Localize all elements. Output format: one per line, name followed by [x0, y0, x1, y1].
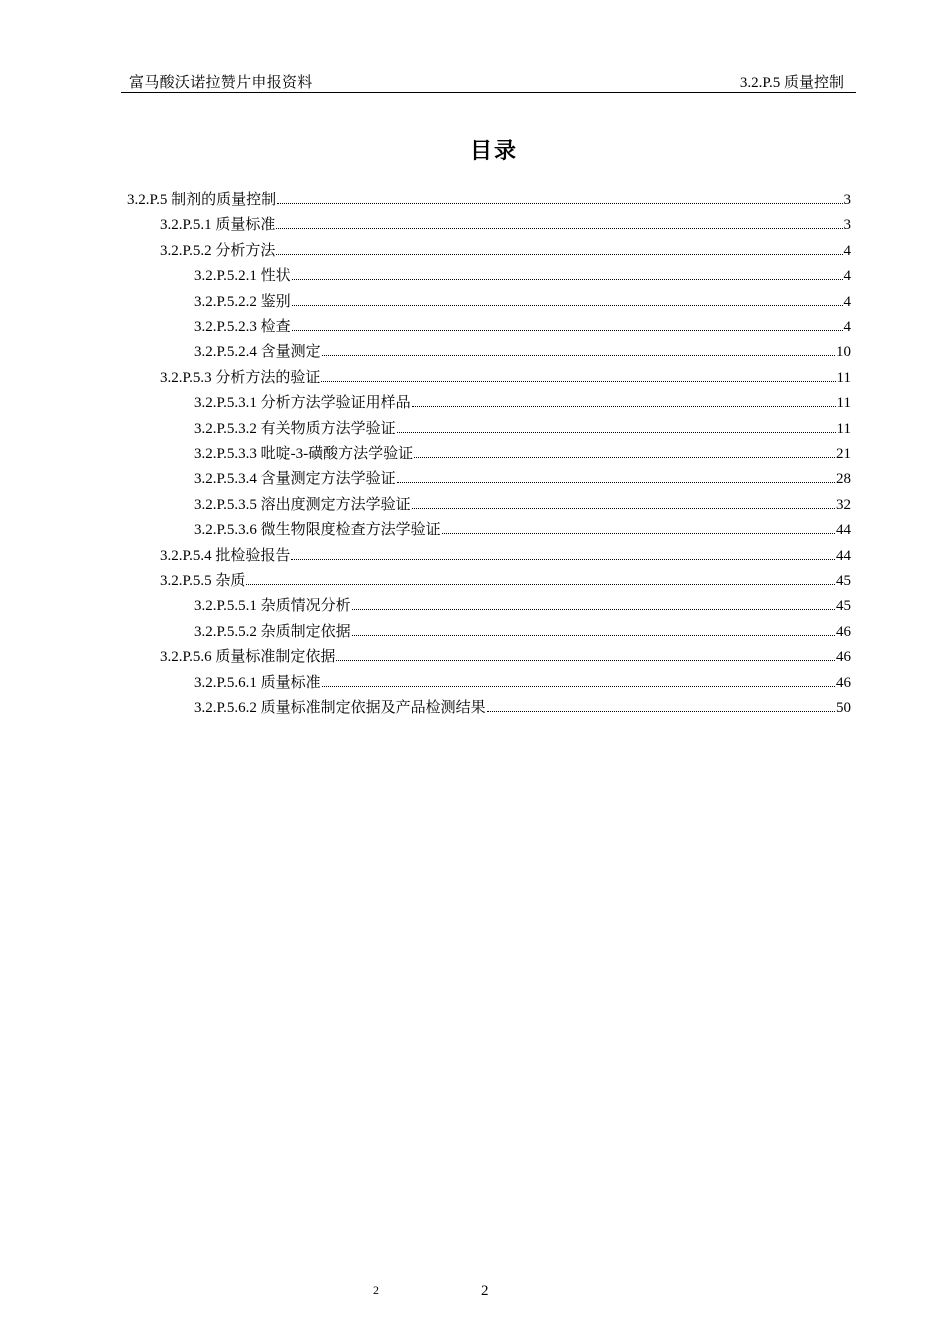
- toc-entry-page: 4: [843, 293, 851, 310]
- toc-dot-leader: [276, 253, 842, 255]
- toc-entry-page: 4: [843, 268, 851, 285]
- toc-entry-page: 46: [836, 674, 851, 691]
- toc-entry-label: 3.2.P.5.6.2 质量标准制定依据及产品检测结果: [194, 700, 486, 716]
- footer-page-number: 2: [481, 1283, 489, 1299]
- toc-entry[interactable]: [194, 291, 851, 313]
- toc-entry-page: 4: [843, 319, 851, 335]
- toc-entry[interactable]: [160, 570, 851, 592]
- toc-entry-page: 32: [836, 496, 851, 513]
- toc-entry-label: 3.2.P.5.2.2 鉴别: [194, 293, 291, 310]
- toc-entry-page: 50: [836, 700, 851, 716]
- toc-entry-label: 3.2.P.5.2.4 含量测定: [194, 344, 321, 361]
- toc-entry-label: 3.2.P.5 制剂的质量控制: [127, 192, 277, 208]
- toc-entry-page: 11: [836, 420, 851, 437]
- toc-entry-label: 3.2.P.5.3.5 溶出度测定方法学验证: [194, 496, 411, 513]
- toc-entry[interactable]: [194, 697, 851, 719]
- toc-entry[interactable]: [194, 392, 851, 414]
- toc-entry-page: 46: [836, 649, 851, 666]
- toc-entry[interactable]: [194, 519, 851, 541]
- toc-entry[interactable]: [194, 316, 851, 338]
- toc-entry-page: 3: [843, 192, 851, 208]
- toc-dot-leader: [277, 202, 842, 204]
- toc-dot-leader: [292, 304, 843, 306]
- toc-entry[interactable]: [194, 443, 851, 465]
- toc-entry-label: 3.2.P.5.3 分析方法的验证: [160, 369, 321, 386]
- toc-dot-leader: [322, 685, 835, 687]
- toc-entry-page: 11: [836, 395, 851, 412]
- toc-entry[interactable]: [194, 265, 851, 287]
- toc-dot-leader: [292, 278, 843, 280]
- toc-entry-page: 44: [836, 522, 851, 539]
- toc-dot-leader: [352, 634, 835, 636]
- toc-dot-leader: [291, 558, 835, 560]
- toc-dot-leader: [321, 380, 835, 382]
- toc-entry-label: 3.2.P.5.2 分析方法: [160, 242, 276, 259]
- toc-dot-leader: [276, 227, 842, 229]
- toc-entry[interactable]: [160, 214, 851, 236]
- toc-entry-label: 3.2.P.5.3.2 有关物质方法学验证: [194, 420, 396, 437]
- toc-dot-leader: [414, 456, 835, 458]
- toc-entry-page: 10: [836, 344, 851, 361]
- toc-entry-page: 11: [836, 369, 851, 386]
- toc-dot-leader: [487, 710, 835, 712]
- toc-entry-label: 3.2.P.5.5.2 杂质制定依据: [194, 623, 351, 640]
- toc-entry[interactable]: [194, 595, 851, 617]
- toc-entry-page: 45: [836, 598, 851, 615]
- toc-entry-label: 3.2.P.5.6 质量标准制定依据: [160, 649, 336, 666]
- toc-entry-label: 3.2.P.5.4 批检验报告: [160, 547, 291, 564]
- toc-entry-label: 3.2.P.5.1 质量标准: [160, 217, 276, 234]
- toc-entry-page: 3: [843, 217, 851, 234]
- toc-entry[interactable]: [160, 240, 851, 262]
- toc-entry-label: 3.2.P.5.3.1 分析方法学验证用样品: [194, 395, 411, 412]
- toc-entry-label: 3.2.P.5.3.6 微生物限度检查方法学验证: [194, 522, 441, 539]
- toc-entry[interactable]: [160, 367, 851, 389]
- toc-entry-page: 21: [836, 446, 851, 462]
- toc-dot-leader: [246, 583, 835, 585]
- footer-page-number-small: 2: [373, 1283, 379, 1297]
- toc-heading: 目录: [469, 139, 518, 164]
- toc-entry[interactable]: [194, 341, 851, 363]
- header-document-title: 富马酸沃诺拉赞片申报资料: [129, 75, 313, 91]
- toc-entry-label: 3.2.P.5.5.1 杂质情况分析: [194, 598, 351, 615]
- toc-entry-label: 3.2.P.5.3.4 含量测定方法学验证: [194, 471, 396, 488]
- toc-entry[interactable]: [160, 545, 851, 567]
- toc-entry[interactable]: [194, 672, 851, 694]
- toc-entry[interactable]: [194, 418, 851, 440]
- toc-entry-page: 44: [836, 547, 851, 564]
- toc-entry-page: 28: [836, 471, 851, 488]
- page-header: [121, 68, 856, 93]
- toc-entry-label: 3.2.P.5.5 杂质: [160, 573, 246, 589]
- toc-entry-page: 46: [836, 623, 851, 640]
- header-section-title: 3.2.P.5 质量控制: [739, 75, 844, 91]
- toc-dot-leader: [412, 507, 835, 509]
- toc-dot-leader: [336, 659, 835, 661]
- toc-entry[interactable]: [194, 494, 851, 516]
- toc-entry-label: 3.2.P.5.6.1 质量标准: [194, 674, 321, 691]
- toc-entry[interactable]: [194, 468, 851, 490]
- toc-entry-label: 3.2.P.5.3.3 吡啶-3-磺酸方法学验证: [194, 446, 414, 462]
- toc-entry[interactable]: [160, 646, 851, 668]
- toc-entry-label: 3.2.P.5.2.1 性状: [194, 268, 291, 285]
- toc-entry-page: 4: [843, 242, 851, 259]
- toc-dot-leader: [397, 481, 835, 483]
- toc-entry[interactable]: [194, 621, 851, 643]
- toc-dot-leader: [292, 329, 843, 331]
- toc-dot-leader: [352, 608, 835, 610]
- toc-dot-leader: [397, 431, 836, 433]
- toc-entry-page: 45: [836, 573, 851, 589]
- toc-dot-leader: [412, 405, 836, 407]
- toc-dot-leader: [322, 354, 835, 356]
- toc-entry-label: 3.2.P.5.2.3 检查: [194, 319, 291, 335]
- toc-entry[interactable]: [127, 189, 851, 211]
- toc-dot-leader: [442, 532, 835, 534]
